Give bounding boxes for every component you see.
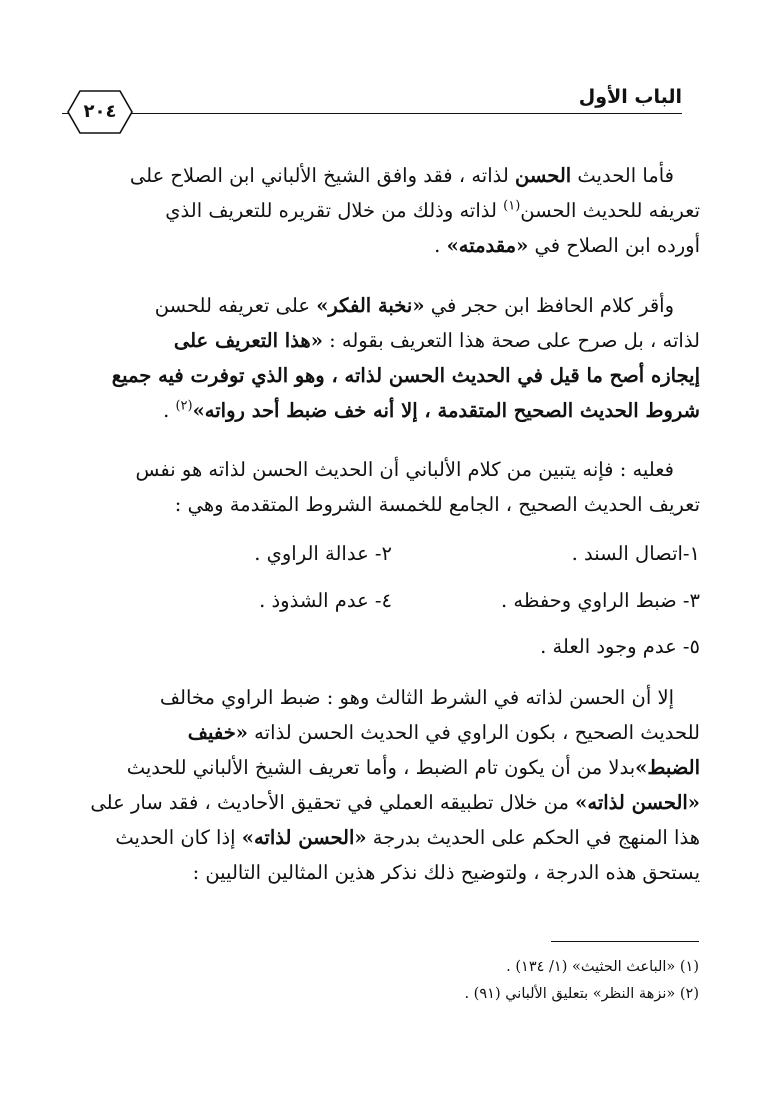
p4-line-4 bbox=[60, 785, 700, 820]
bold-term: «خفيف bbox=[187, 721, 248, 744]
p2-line-3: إيجازه أصح ما قيل في الحديث الحسن لذاته ، وهو الذي توفرت فيه جميع bbox=[111, 364, 700, 387]
condition-item: ٥- عدم وجود العلة . bbox=[540, 635, 700, 658]
bold-term: الضبط» bbox=[635, 756, 700, 779]
text: على تعريفه للحسن bbox=[154, 294, 317, 317]
footnote-ref: (٢) bbox=[175, 398, 193, 414]
bold-term: الحسن bbox=[515, 164, 572, 187]
paragraph-1 bbox=[60, 158, 700, 263]
p3-line-2: تعريف الحديث الصحيح ، الجامع للخمسة الشروط المتقدمة وهي : bbox=[174, 493, 700, 516]
condition-item: ١-اتصال السند . bbox=[571, 542, 700, 565]
text: بدلا من أن يكون تام الضبط ، وأما تعريف الشيخ الألباني للحديث bbox=[126, 756, 636, 779]
p4-line-5 bbox=[60, 820, 700, 855]
p3-line-1 bbox=[60, 452, 700, 487]
p2-line-1 bbox=[60, 288, 700, 323]
text: تعريفه للحديث الحسن bbox=[520, 199, 700, 222]
text: لذاته ، فقد وافق الشيخ الألباني ابن الصلاح على bbox=[129, 164, 515, 187]
text: إذا كان الحديث bbox=[115, 826, 242, 849]
bold-term: «نخبة الفكر» bbox=[316, 294, 425, 317]
text: وأقر كلام الحافظ ابن حجر في bbox=[424, 294, 674, 317]
page-number: ٢٠٤ bbox=[83, 101, 117, 122]
text: . bbox=[163, 399, 176, 422]
text: هذا المنهج في الحكم على الحديث بدرجة bbox=[366, 826, 700, 849]
text: أورده ابن الصلاح في bbox=[528, 234, 700, 257]
text: فعليه : فإنه يتبين من كلام الألباني أن الحديث الحسن لذاته هو نفس bbox=[135, 458, 674, 481]
p1-line-2 bbox=[60, 193, 700, 228]
p4-line-1 bbox=[60, 680, 700, 715]
conditions-row-3 bbox=[60, 630, 700, 664]
bold-term: «مقدمته» bbox=[446, 234, 529, 257]
bold-term: «الحسن لذاته» bbox=[575, 791, 700, 814]
p4-line-3 bbox=[60, 750, 700, 785]
text: إلا أن الحسن لذاته في الشرط الثالث وهو : ضبط الراوي مخالف bbox=[159, 686, 674, 709]
bold-quote: «هذا التعريف على bbox=[173, 329, 323, 352]
text: لذاته ، بل صرح على صحة هذا التعريف بقوله : bbox=[322, 329, 700, 352]
conditions-row-1 bbox=[60, 537, 700, 571]
text: لذاته وذلك من خلال تقريره للتعريف الذي bbox=[165, 199, 504, 222]
text: . bbox=[434, 234, 447, 257]
p4-line-6: يستحق هذه الدرجة ، ولتوضيح ذلك نذكر هذين المثالين التاليين : bbox=[192, 861, 700, 884]
footnote-2: (٢) «نزهة النظر» بتعليق الألباني (٩١) . bbox=[464, 986, 699, 1002]
p4-line-2 bbox=[60, 715, 700, 750]
condition-item: ٢- عدالة الراوي . bbox=[254, 542, 392, 565]
p2-line-2 bbox=[60, 323, 700, 358]
text: للحديث الصحيح ، بكون الراوي في الحديث الحسن لذاته bbox=[247, 721, 700, 744]
paragraph-3 bbox=[60, 452, 700, 522]
condition-item: ٣- ضبط الراوي وحفظه . bbox=[500, 589, 700, 612]
bold-term: «الحسن لذاته» bbox=[241, 826, 367, 849]
conditions-row-2 bbox=[60, 584, 700, 618]
chapter-title: الباب الأول bbox=[578, 86, 682, 108]
paragraph-4 bbox=[60, 680, 700, 890]
footnote-1: (١) «الباعث الحثيث» (١/ ١٣٤) . bbox=[506, 959, 699, 975]
bold-quote: شروط الحديث الصحيح المتقدمة ، إلا أنه خف ضبط أحد رواته» bbox=[192, 399, 700, 422]
text: فأما الحديث bbox=[571, 164, 674, 187]
p2-line-4 bbox=[60, 393, 700, 428]
footnote-rule bbox=[551, 941, 699, 942]
p1-line-1 bbox=[60, 158, 700, 193]
text: من خلال تطبيقه العملي في تحقيق الأحاديث ، فقد سار على bbox=[90, 791, 576, 814]
condition-item: ٤- عدم الشذوذ . bbox=[259, 589, 392, 612]
footnote-ref: (١) bbox=[503, 198, 521, 214]
paragraph-2 bbox=[60, 288, 700, 428]
p1-line-3 bbox=[60, 228, 700, 263]
